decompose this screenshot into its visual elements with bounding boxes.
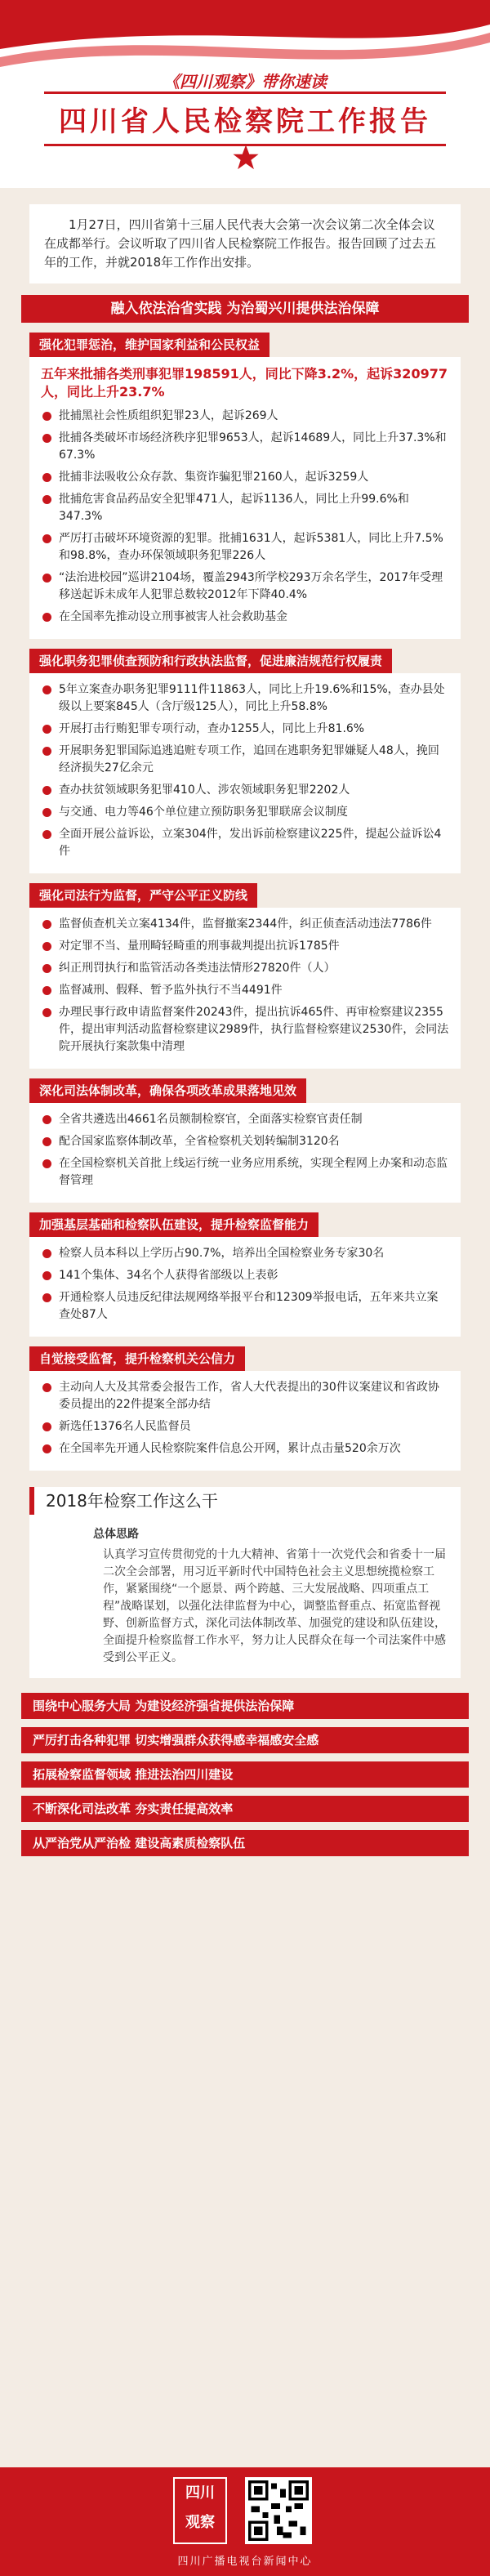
list-item: 新选任1376名人民监督员 xyxy=(41,1418,449,1435)
section-block xyxy=(29,357,461,639)
list-item: 监督减刑、假释、暂予监外执行不当4491件 xyxy=(41,982,449,999)
header-program-name: 《四川观察》 xyxy=(163,72,261,92)
list-item: 批捕非法吸收公众存款、集资诈骗犯罪2160人，起诉3259人 xyxy=(41,469,449,486)
footer-credit: 四川广播电视台新闻中心 xyxy=(177,2556,313,2568)
list-item: 全省共遴选出4661名员额制检察官，全面落实检察官责任制 xyxy=(41,1111,449,1128)
star-icon xyxy=(232,144,260,172)
list-item: 批捕各类破坏市场经济秩序犯罪9653人，起诉14689人，同比上升37.3%和67.3% xyxy=(41,430,449,464)
task-bar: 围绕中心服务大局 为建设经济强省提供法治保障 xyxy=(21,1693,469,1719)
list-item: 开展职务犯罪国际追逃追赃专项工作，追回在逃职务犯罪嫌疑人48人，挽回经济损失27亿余元 xyxy=(41,743,449,777)
task-bar: 不断深化司法改革 夯实责任提高效率 xyxy=(21,1796,469,1822)
list-item: 在全国检察机关首批上线运行统一业务应用系统，实现全程网上办案和动态监督管理 xyxy=(41,1155,449,1190)
theme-banner: 融入依法治省实践 为治蜀兴川提供法治保障 xyxy=(21,295,469,323)
section-heading: 加强基层基础和检察队伍建设，提升检察监督能力 xyxy=(29,1212,318,1237)
section-heading: 强化职务犯罪侦查预防和行政执法监督，促进廉洁规范行权履责 xyxy=(29,649,392,673)
section-block xyxy=(29,1371,461,1471)
task-bar: 拓展检察监督领域 推进法治四川建设 xyxy=(21,1761,469,1788)
list-item: 检察人员本科以上学历占90.7%，培养出全国检察业务专家30名 xyxy=(41,1245,449,1262)
list-item: 纠正刑罚执行和监管活动各类违法情形27820件（人） xyxy=(41,960,449,977)
list-item: 141个集体、34名个人获得省部级以上表彰 xyxy=(41,1267,449,1284)
page-title xyxy=(0,92,490,146)
qr-code-icon[interactable] xyxy=(245,2477,312,2544)
list-item: 对定罪不当、量刑畸轻畸重的刑事裁判提出抗诉1785件 xyxy=(41,938,449,955)
section-heading: 自觉接受监督，提升检察机关公信力 xyxy=(29,1346,245,1371)
list-item: 与交通、电力等46个单位建立预防职务犯罪联席会议制度 xyxy=(41,804,449,821)
list-item: “法治进校园”巡讲2104场，覆盖2943所学校293万余名学生，2017年受理移送起诉未成年人犯罪总数较2012年下降40.4% xyxy=(41,569,449,604)
task-list xyxy=(0,1693,490,1856)
section-lead: 五年来批捕各类刑事犯罪198591人，同比下降3.2%，起诉320977人，同比上升23.7% xyxy=(41,366,448,400)
list-item: 全面开展公益诉讼，立案304件，发出诉前检察建议225件，提起公益诉讼4件 xyxy=(41,826,449,860)
section-block xyxy=(29,1103,461,1203)
list-item: 在全国率先推动设立刑事被害人社会救助基金 xyxy=(41,609,449,626)
list-item: 开通检察人员违反纪律法规网络举报平台和12309举报电话，五年来共立案查处87人 xyxy=(41,1289,449,1324)
section-block xyxy=(29,673,461,873)
list-item: 开展打击行贿犯罪专项行动，查办1255人，同比上升81.6% xyxy=(41,721,449,738)
list-item: 在全国率先开通人民检察院案件信息公开网，累计点击量520余万次 xyxy=(41,1440,449,1458)
page-title-text: 四川省人民检察院工作报告 xyxy=(44,92,446,146)
list-item: 办理民事行政申请监督案件20243件，提出抗诉465件、再审检察建议2355件，提出审判活动监督检察建议2989件，执行监督检察建议2530件，会同法院开展执行案款集中清理 xyxy=(41,1004,449,1056)
task-bar: 从严治党从严治检 建设高素质检察队伍 xyxy=(21,1830,469,1856)
logo-line-1: 四川 xyxy=(185,2484,215,2502)
header xyxy=(0,0,490,188)
list-item: 配合国家监察体制改革，全省检察机关划转编制3120名 xyxy=(41,1133,449,1150)
list-item: 批捕危害食品药品安全犯罪471人，起诉1136人，同比上升99.6%和347.3% xyxy=(41,491,449,525)
section-heading: 强化司法行为监督，严守公平正义防线 xyxy=(29,883,257,908)
section-block xyxy=(29,908,461,1069)
intro-paragraph: 1月27日，四川省第十三届人民代表大会第一次会议第二次全体会议在成都举行。会议听取了四川省人民检察院工作报告。报告回顾了过去五年的工作，并就2018年工作作出安排。 xyxy=(29,204,461,283)
plan-text: 认真学习宣传贯彻党的十九大精神、省第十一次党代会和省委十一届二次全会部署，用习近平新时代中国特色社会主义思想统揽检察工作，紧紧围绕“一个愿景、两个跨越、三大发展战略、四项重点工程”战略谋划，以强化法律监督为中心，调整监督重点、拓宽监督视野、创新监督方式，深化司法体制改革、加强党的建设和队伍建设，全面提升检察监督工作水平，努力让人民群众在每一个司法案件中感受到公平正义。 xyxy=(103,1548,446,1664)
header-subtitle-suffix: 带你速读 xyxy=(261,72,327,92)
list-item: 5年立案查办职务犯罪9111件11863人，同比上升19.6%和15%，查办县处级以上要案845人（含厅级125人），同比上升58.8% xyxy=(41,681,449,716)
list-item: 批捕黑社会性质组织犯罪23人，起诉269人 xyxy=(41,408,449,425)
section-heading: 强化犯罪惩治，维护国家利益和公民权益 xyxy=(29,333,270,357)
sichuan-observer-logo xyxy=(173,2477,227,2544)
task-bar: 严厉打击各种犯罪 切实增强群众获得感幸福感安全感 xyxy=(21,1727,469,1753)
plan-block xyxy=(29,1515,461,1678)
plan-section-title: 2018年检察工作这么干 xyxy=(29,1487,461,1515)
header-subtitle xyxy=(0,69,490,92)
logo-line-2: 观察 xyxy=(185,2514,215,2531)
list-item: 严厉打击破坏环境资源的犯罪。批捕1631人，起诉5381人，同比上升7.5%和98.8%，查办环保领域职务犯罪226人 xyxy=(41,530,449,565)
list-item: 监督侦查机关立案4134件，监督撤案2344件，纠正侦查活动违法7786件 xyxy=(41,916,449,933)
section-block xyxy=(29,1237,461,1337)
section-heading: 深化司法体制改革，确保各项改革成果落地见效 xyxy=(29,1078,306,1103)
review-sections xyxy=(0,323,490,1471)
plan-title: 总体思路 xyxy=(93,1528,139,1541)
list-item: 查办扶贫领域职务犯罪410人、涉农领域职务犯罪2202人 xyxy=(41,782,449,799)
footer xyxy=(0,2467,490,2576)
list-item: 主动向人大及其常委会报告工作，省人大代表提出的30件议案建议和省政协委员提出的22件提案全部办结 xyxy=(41,1379,449,1413)
